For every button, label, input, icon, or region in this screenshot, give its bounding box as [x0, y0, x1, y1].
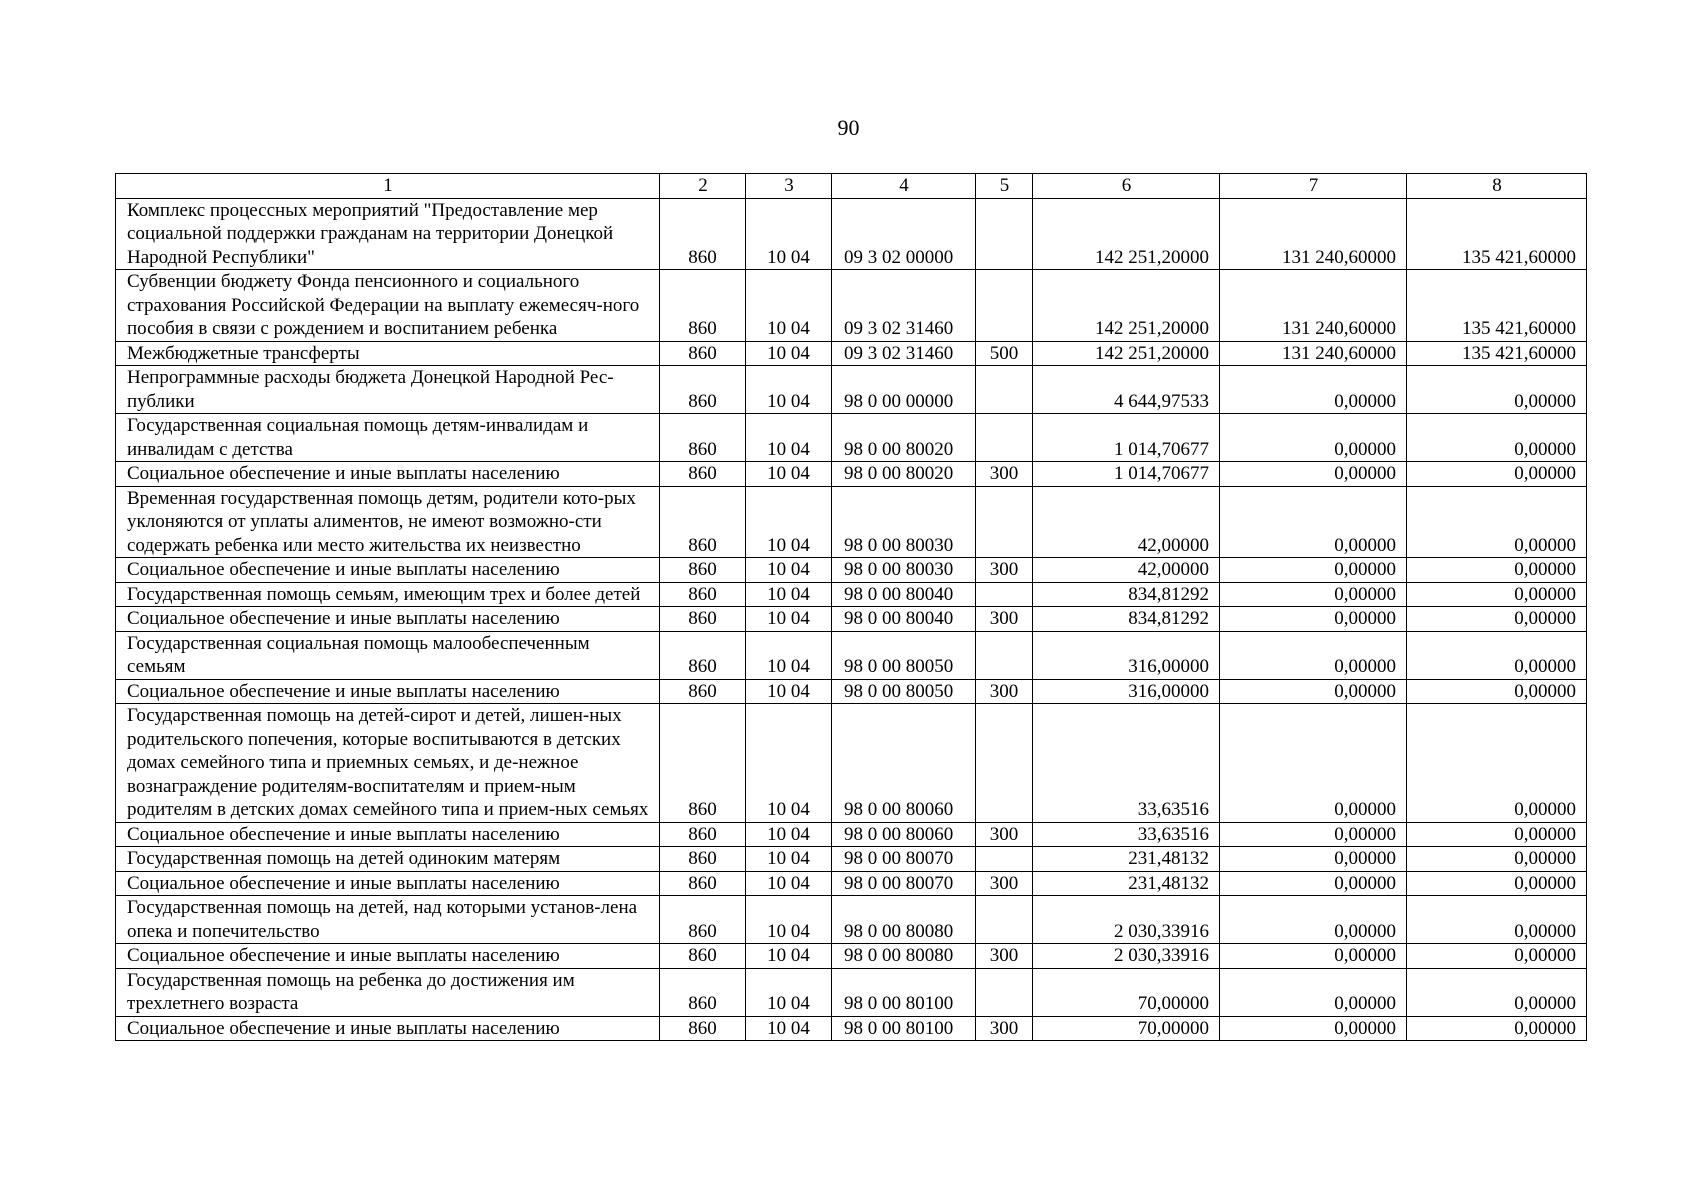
row-name-cell: Комплекс процессных мероприятий "Предоставление мер социальной поддержки гражданам на территории Донецкой Народной Республики" [116, 198, 660, 270]
amount-col6-cell: 2 030,33916 [1033, 896, 1220, 944]
section-code-cell: 10 04 [746, 366, 832, 414]
amount-col6-cell: 4 644,97533 [1033, 366, 1220, 414]
column-header: 1 [116, 174, 660, 199]
target-article-cell: 98 0 00 80020 [832, 414, 976, 462]
amount-col8-cell: 0,00000 [1407, 1016, 1587, 1041]
amount-col7-cell: 0,00000 [1220, 631, 1407, 679]
expense-type-cell: 300 [976, 607, 1033, 632]
ministry-code-cell: 860 [660, 968, 746, 1016]
amount-col8-cell: 0,00000 [1407, 366, 1587, 414]
amount-col6-cell: 42,00000 [1033, 558, 1220, 583]
amount-col6-cell: 1 014,70677 [1033, 462, 1220, 487]
page-number: 90 [837, 115, 860, 140]
section-code-cell: 10 04 [746, 582, 832, 607]
ministry-code-cell: 860 [660, 1016, 746, 1041]
row-name-cell: Временная государственная помощь детям, родители кото-рых уклоняются от уплаты алиментов, не имеют возможно-сти содержать ребенка или место жительства их неизвестно [116, 486, 660, 558]
expense-type-cell [976, 847, 1033, 872]
budget-expenditure-table [115, 173, 1587, 1041]
table-row [116, 486, 1587, 558]
row-name-cell: Социальное обеспечение и иные выплаты населению [116, 607, 660, 632]
section-code-cell: 10 04 [746, 896, 832, 944]
amount-col6-cell: 834,81292 [1033, 607, 1220, 632]
expense-type-cell: 300 [976, 1016, 1033, 1041]
amount-col7-cell: 0,00000 [1220, 607, 1407, 632]
amount-col8-cell: 0,00000 [1407, 896, 1587, 944]
ministry-code-cell: 860 [660, 558, 746, 583]
amount-col7-cell: 0,00000 [1220, 704, 1407, 823]
amount-col6-cell: 70,00000 [1033, 1016, 1220, 1041]
target-article-cell: 98 0 00 80080 [832, 896, 976, 944]
column-header: 3 [746, 174, 832, 199]
amount-col8-cell: 0,00000 [1407, 558, 1587, 583]
section-code-cell: 10 04 [746, 558, 832, 583]
amount-col8-cell: 0,00000 [1407, 462, 1587, 487]
amount-col8-cell: 135 421,60000 [1407, 198, 1587, 270]
amount-col8-cell: 0,00000 [1407, 582, 1587, 607]
row-name-cell: Государственная социальная помощь детям-инвалидам и инвалидам с детства [116, 414, 660, 462]
amount-col7-cell: 0,00000 [1220, 558, 1407, 583]
column-header: 8 [1407, 174, 1587, 199]
expense-type-cell: 300 [976, 462, 1033, 487]
section-code-cell: 10 04 [746, 704, 832, 823]
amount-col6-cell: 33,63516 [1033, 704, 1220, 823]
expense-type-cell [976, 270, 1033, 342]
section-code-cell: 10 04 [746, 871, 832, 896]
ministry-code-cell: 860 [660, 462, 746, 487]
target-article-cell: 09 3 02 00000 [832, 198, 976, 270]
table-row [116, 679, 1587, 704]
target-article-cell: 98 0 00 80100 [832, 1016, 976, 1041]
row-name-cell: Социальное обеспечение и иные выплаты населению [116, 462, 660, 487]
row-name-cell: Государственная социальная помощь малообеспеченным семьям [116, 631, 660, 679]
section-code-cell: 10 04 [746, 679, 832, 704]
expense-type-cell [976, 366, 1033, 414]
ministry-code-cell: 860 [660, 607, 746, 632]
amount-col7-cell: 0,00000 [1220, 486, 1407, 558]
section-code-cell: 10 04 [746, 486, 832, 558]
table-row [116, 366, 1587, 414]
table-row [116, 582, 1587, 607]
amount-col8-cell: 0,00000 [1407, 704, 1587, 823]
row-name-cell: Государственная помощь на детей, над которыми установ-лена опека и попечительство [116, 896, 660, 944]
section-code-cell: 10 04 [746, 341, 832, 366]
row-name-cell: Непрограммные расходы бюджета Донецкой Народной Рес-публики [116, 366, 660, 414]
ministry-code-cell: 860 [660, 366, 746, 414]
column-header: 5 [976, 174, 1033, 199]
table-row [116, 462, 1587, 487]
target-article-cell: 09 3 02 31460 [832, 270, 976, 342]
amount-col8-cell: 0,00000 [1407, 822, 1587, 847]
amount-col7-cell: 0,00000 [1220, 462, 1407, 487]
expense-type-cell: 300 [976, 822, 1033, 847]
amount-col6-cell: 142 251,20000 [1033, 270, 1220, 342]
row-name-cell: Субвенции бюджету Фонда пенсионного и социального страхования Российской Федерации на выплату ежемесяч-ного пособия в связи с рождением и воспитанием ребенка [116, 270, 660, 342]
table-row [116, 198, 1587, 270]
table-row [116, 341, 1587, 366]
header-row [116, 174, 1587, 199]
target-article-cell: 98 0 00 80030 [832, 486, 976, 558]
row-name-cell: Государственная помощь на детей одиноким матерям [116, 847, 660, 872]
amount-col7-cell: 0,00000 [1220, 822, 1407, 847]
table-row [116, 631, 1587, 679]
column-header: 7 [1220, 174, 1407, 199]
row-name-cell: Социальное обеспечение и иные выплаты населению [116, 1016, 660, 1041]
ministry-code-cell: 860 [660, 871, 746, 896]
amount-col7-cell: 0,00000 [1220, 871, 1407, 896]
expense-type-cell [976, 582, 1033, 607]
amount-col8-cell: 0,00000 [1407, 631, 1587, 679]
column-header: 4 [832, 174, 976, 199]
table-row [116, 871, 1587, 896]
amount-col7-cell: 0,00000 [1220, 679, 1407, 704]
target-article-cell: 09 3 02 31460 [832, 341, 976, 366]
section-code-cell: 10 04 [746, 822, 832, 847]
amount-col6-cell: 33,63516 [1033, 822, 1220, 847]
ministry-code-cell: 860 [660, 198, 746, 270]
row-name-cell: Социальное обеспечение и иные выплаты населению [116, 822, 660, 847]
ministry-code-cell: 860 [660, 847, 746, 872]
table-row [116, 607, 1587, 632]
amount-col7-cell: 131 240,60000 [1220, 270, 1407, 342]
ministry-code-cell: 860 [660, 341, 746, 366]
amount-col8-cell: 0,00000 [1407, 968, 1587, 1016]
expense-type-cell: 300 [976, 558, 1033, 583]
amount-col8-cell: 0,00000 [1407, 847, 1587, 872]
ministry-code-cell: 860 [660, 896, 746, 944]
amount-col8-cell: 0,00000 [1407, 679, 1587, 704]
expense-type-cell [976, 968, 1033, 1016]
expense-type-cell: 500 [976, 341, 1033, 366]
amount-col6-cell: 316,00000 [1033, 679, 1220, 704]
amount-col6-cell: 1 014,70677 [1033, 414, 1220, 462]
target-article-cell: 98 0 00 80070 [832, 847, 976, 872]
target-article-cell: 98 0 00 80080 [832, 944, 976, 969]
expense-type-cell [976, 896, 1033, 944]
target-article-cell: 98 0 00 80030 [832, 558, 976, 583]
expense-type-cell [976, 704, 1033, 823]
row-name-cell: Социальное обеспечение и иные выплаты населению [116, 944, 660, 969]
expense-type-cell: 300 [976, 944, 1033, 969]
row-name-cell: Государственная помощь на ребенка до достижения им трехлетнего возраста [116, 968, 660, 1016]
row-name-cell: Межбюджетные трансферты [116, 341, 660, 366]
table-row [116, 822, 1587, 847]
expense-type-cell: 300 [976, 871, 1033, 896]
ministry-code-cell: 860 [660, 704, 746, 823]
section-code-cell: 10 04 [746, 968, 832, 1016]
amount-col7-cell: 131 240,60000 [1220, 198, 1407, 270]
amount-col7-cell: 0,00000 [1220, 847, 1407, 872]
amount-col6-cell: 231,48132 [1033, 871, 1220, 896]
amount-col6-cell: 231,48132 [1033, 847, 1220, 872]
ministry-code-cell: 860 [660, 414, 746, 462]
row-name-cell: Государственная помощь семьям, имеющим трех и более детей [116, 582, 660, 607]
amount-col7-cell: 0,00000 [1220, 944, 1407, 969]
row-name-cell: Социальное обеспечение и иные выплаты населению [116, 679, 660, 704]
section-code-cell: 10 04 [746, 847, 832, 872]
ministry-code-cell: 860 [660, 944, 746, 969]
amount-col6-cell: 142 251,20000 [1033, 341, 1220, 366]
section-code-cell: 10 04 [746, 631, 832, 679]
row-name-cell: Государственная помощь на детей-сирот и детей, лишен-ных родительского попечения, которые воспитываются в детских домах семейного типа и приемных семьях, и де-нежное вознаграждение родителям-воспитателям и прием-ным родителям в детских домах семейного типа и прием-ных семьях [116, 704, 660, 823]
target-article-cell: 98 0 00 00000 [832, 366, 976, 414]
ministry-code-cell: 860 [660, 679, 746, 704]
table-body [116, 198, 1587, 1041]
amount-col6-cell: 142 251,20000 [1033, 198, 1220, 270]
amount-col8-cell: 0,00000 [1407, 944, 1587, 969]
expense-type-cell [976, 631, 1033, 679]
table-row [116, 704, 1587, 823]
row-name-cell: Социальное обеспечение и иные выплаты населению [116, 871, 660, 896]
target-article-cell: 98 0 00 80060 [832, 822, 976, 847]
section-code-cell: 10 04 [746, 1016, 832, 1041]
column-header: 6 [1033, 174, 1220, 199]
expense-type-cell [976, 486, 1033, 558]
amount-col7-cell: 0,00000 [1220, 1016, 1407, 1041]
section-code-cell: 10 04 [746, 414, 832, 462]
row-name-cell: Социальное обеспечение и иные выплаты населению [116, 558, 660, 583]
amount-col7-cell: 0,00000 [1220, 582, 1407, 607]
section-code-cell: 10 04 [746, 607, 832, 632]
amount-col6-cell: 834,81292 [1033, 582, 1220, 607]
table-row [116, 944, 1587, 969]
amount-col8-cell: 135 421,60000 [1407, 270, 1587, 342]
ministry-code-cell: 860 [660, 631, 746, 679]
table-row [116, 896, 1587, 944]
amount-col8-cell: 0,00000 [1407, 414, 1587, 462]
ministry-code-cell: 860 [660, 582, 746, 607]
table-row [116, 847, 1587, 872]
table-row [116, 414, 1587, 462]
section-code-cell: 10 04 [746, 462, 832, 487]
amount-col8-cell: 0,00000 [1407, 607, 1587, 632]
amount-col6-cell: 2 030,33916 [1033, 944, 1220, 969]
amount-col7-cell: 0,00000 [1220, 414, 1407, 462]
target-article-cell: 98 0 00 80050 [832, 679, 976, 704]
amount-col6-cell: 70,00000 [1033, 968, 1220, 1016]
target-article-cell: 98 0 00 80040 [832, 607, 976, 632]
amount-col7-cell: 0,00000 [1220, 968, 1407, 1016]
ministry-code-cell: 860 [660, 486, 746, 558]
expense-type-cell [976, 414, 1033, 462]
amount-col7-cell: 0,00000 [1220, 896, 1407, 944]
section-code-cell: 10 04 [746, 944, 832, 969]
amount-col8-cell: 0,00000 [1407, 871, 1587, 896]
ministry-code-cell: 860 [660, 822, 746, 847]
target-article-cell: 98 0 00 80060 [832, 704, 976, 823]
expense-type-cell [976, 198, 1033, 270]
target-article-cell: 98 0 00 80070 [832, 871, 976, 896]
amount-col7-cell: 0,00000 [1220, 366, 1407, 414]
amount-col8-cell: 135 421,60000 [1407, 341, 1587, 366]
ministry-code-cell: 860 [660, 270, 746, 342]
section-code-cell: 10 04 [746, 198, 832, 270]
table-row [116, 1016, 1587, 1041]
table-row [116, 968, 1587, 1016]
table-row [116, 558, 1587, 583]
column-header: 2 [660, 174, 746, 199]
expense-type-cell: 300 [976, 679, 1033, 704]
section-code-cell: 10 04 [746, 270, 832, 342]
amount-col6-cell: 316,00000 [1033, 631, 1220, 679]
amount-col6-cell: 42,00000 [1033, 486, 1220, 558]
target-article-cell: 98 0 00 80020 [832, 462, 976, 487]
table-row [116, 270, 1587, 342]
target-article-cell: 98 0 00 80040 [832, 582, 976, 607]
target-article-cell: 98 0 00 80050 [832, 631, 976, 679]
amount-col8-cell: 0,00000 [1407, 486, 1587, 558]
amount-col7-cell: 131 240,60000 [1220, 341, 1407, 366]
target-article-cell: 98 0 00 80100 [832, 968, 976, 1016]
